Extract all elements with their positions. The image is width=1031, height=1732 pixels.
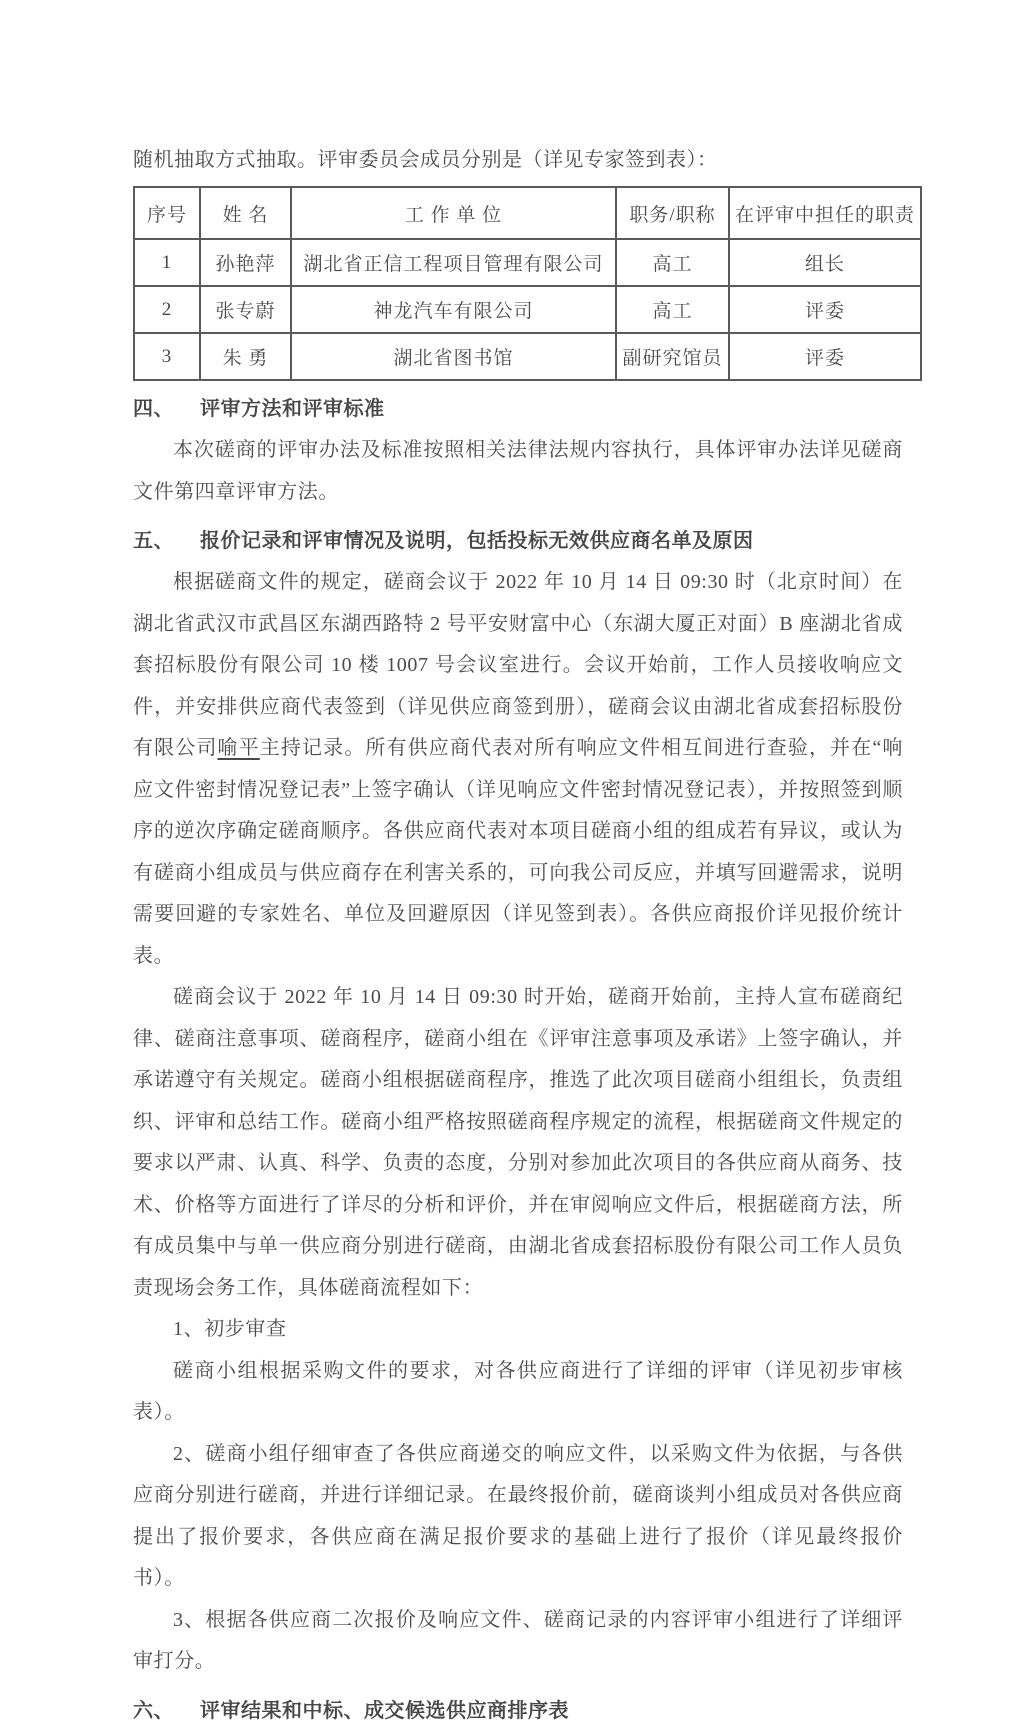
table-row [134,239,921,286]
table-header-row [134,187,921,239]
section-five-paragraph-1 [133,562,903,977]
cell-role: 组长 [729,239,921,286]
step-1-title: 1、初步审查 [173,1318,287,1340]
step-1-body: 磋商小组根据采购文件的要求，对各供应商进行了详细的评审（详见初步审核表）。 [133,1359,903,1423]
cell-org: 湖北省正信工程项目管理有限公司 [291,239,616,286]
cell-name: 孙艳萍 [200,239,291,286]
header-cell-no: 序号 [134,187,200,239]
cell-title: 高工 [616,239,729,286]
cell-name: 朱 勇 [200,333,291,380]
cell-title: 副研究馆员 [616,333,729,380]
header-cell-title: 职务/职称 [616,187,729,239]
cell-no: 2 [134,286,200,333]
cell-title: 高工 [616,286,729,333]
header-cell-role: 在评审中担任的职责 [729,187,921,239]
cell-org: 湖北省图书馆 [291,333,616,380]
intro-line: 随机抽取方式抽取。评审委员会成员分别是（详见专家签到表）： [133,149,718,171]
cell-role: 评委 [729,333,921,380]
section-four-number: 四、 [133,398,174,420]
section-five-title: 报价记录和评审情况及说明，包括投标无效供应商名单及原因 [200,530,754,552]
cell-no: 1 [134,239,200,286]
header-cell-name: 姓 名 [200,187,291,239]
section-six-heading [133,1690,903,1732]
section-five-number: 五、 [133,530,174,552]
paragraph-text: 主持记录。所有供应商代表对所有响应文件相互间进行查验，并在“响应文件密封情况登记表”上签字确认（详见响应文件密封情况登记表），并按照签到顺序的逆次序确定磋商顺序。各供应商代表对本项目磋商小组的组成若有异议，或认为有磋商小组成员与供应商存在利害关系的，可向我公司反应，并填写回避需求，说明需要回避的专家姓名、单位及回避原因（详见签到表）。各供应商报价详见报价统计表。 [133,737,904,967]
paragraph-text: 根据磋商文件的规定，磋商会议于 2022 年 10 月 14 日 09:30 时（北京时间）在湖北省武汉市武昌区东湖西路特 2 号平安财富中心（东湖大厦正对面）B 座湖北省成套招标股份有限公司 10 楼 1007 号会议室进行。会议开始前，工作人员接收响应文件，并安排供应商代表签到（详见供应商签到册），磋商会议由湖北省成套招标股份有限公司 [133,571,903,759]
step-3-paragraph: 3、根据各供应商二次报价及响应文件、磋商记录的内容评审小组进行了详细评审打分。 [133,1608,903,1672]
section-four-paragraph: 本次磋商的评审办法及标准按照相关法律法规内容执行，具体评审办法详见磋商文件第四章评审方法。 [133,439,903,503]
table-row [134,333,921,380]
section-four-heading [133,388,903,430]
section-five-paragraph-2: 磋商会议于 2022 年 10 月 14 日 09:30 时开始，磋商开始前，主持人宣布磋商纪律、磋商注意事项、磋商程序，磋商小组在《评审注意事项及承诺》上签字确认，并承诺遵守有关规定。磋商小组根据磋商程序，推选了此次项目磋商小组组长，负责组织、评审和总结工作。磋商小组严格按照磋商程序规定的流程，根据磋商文件规定的要求以严肃、认真、科学、负责的态度，分别对参加此次项目的各供应商从商务、技术、价格等方面进行了详尽的分析和评价，并在审阅响应文件后，根据磋商方法，所有成员集中与单一供应商分别进行磋商，由湖北省成套招标股份有限公司工作人员负责现场会务工作，具体磋商流程如下： [133,986,903,1299]
committee-table [133,186,922,381]
header-cell-org: 工 作 单 位 [291,187,616,239]
section-six-number: 六、 [133,1699,174,1722]
cell-org: 神龙汽车有限公司 [291,286,616,333]
section-four-title: 评审方法和评审标准 [200,398,385,420]
step-2-paragraph: 2、磋商小组仔细审查了各供应商递交的响应文件，以采购文件为依据，与各供应商分别进行磋商，并进行详细记录。在最终报价前，磋商谈判小组成员对各供应商提出了报价要求，各供应商在满足报价要求的基础上进行了报价（详见最终报价书）。 [133,1442,903,1589]
table-row [134,286,921,333]
section-six-title: 评审结果和中标、成交候选供应商排序表 [200,1699,569,1722]
cell-no: 3 [134,333,200,380]
document-page [133,140,915,1732]
presider-name-underlined: 喻平 [217,737,260,759]
cell-role: 评委 [729,286,921,333]
cell-name: 张专蔚 [200,286,291,333]
section-five-heading [133,520,903,562]
